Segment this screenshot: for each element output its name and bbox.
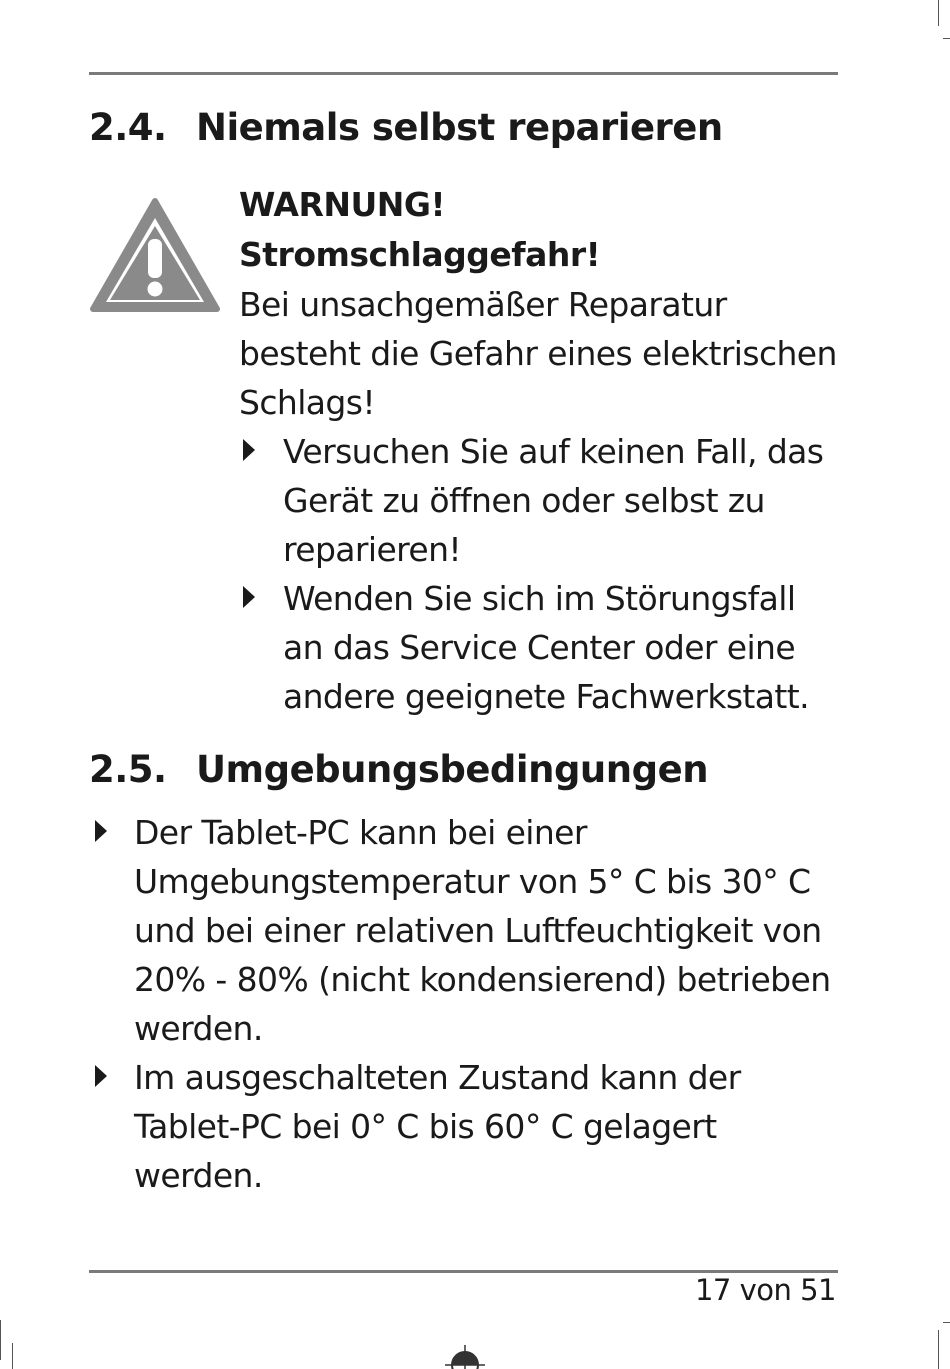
- registration-mark-icon: [445, 1345, 485, 1369]
- bullet-arrow-icon: [95, 820, 107, 842]
- bullet-arrow-icon: [95, 1065, 107, 1087]
- crop-mark: [943, 1322, 950, 1323]
- bullet-text: Wenden Sie sich im Störungsfall an das Service Center oder eine andere geeignete Fachwerkstatt.: [283, 579, 809, 716]
- list-item: [134, 808, 839, 1053]
- list-item: [283, 427, 839, 574]
- bullet-arrow-icon: [243, 586, 255, 608]
- warning-triangle-icon: [89, 196, 221, 314]
- bullet-text: Der Tablet-PC kann bei einer Umgebungstemperatur von 5° C bis 30° C und bei einer relativen Luftfeuchtigkeit von 20% - 80% (nicht kondensierend) betrieben werden.: [134, 813, 831, 1048]
- warning-title: WARNUNG!: [239, 185, 446, 224]
- warning-subtitle: Stromschlaggefahr!: [239, 235, 601, 274]
- section-heading-2-4: [89, 104, 723, 152]
- bullet-text: Im ausgeschalteten Zustand kann der Tablet-PC bei 0° C bis 60° C gelagert werden.: [134, 1058, 741, 1195]
- crop-mark: [943, 38, 950, 39]
- warning-block: [239, 180, 839, 721]
- header-rule: [89, 72, 838, 75]
- list-item: [134, 1053, 839, 1200]
- section-title: Umgebungsbedingungen: [196, 748, 709, 791]
- page-number: 17 von 51: [694, 1273, 836, 1307]
- section-number: 2.5.: [89, 748, 167, 791]
- warning-bullet-list: [239, 427, 839, 721]
- crop-mark: [12, 1343, 13, 1369]
- environment-bullet-list: [134, 808, 839, 1200]
- bullet-text: Versuchen Sie auf keinen Fall, das Gerät zu öffnen oder selbst zu reparieren!: [283, 432, 824, 569]
- crop-mark: [938, 1330, 939, 1369]
- section-number: 2.4.: [89, 106, 167, 149]
- crop-mark: [938, 0, 939, 26]
- bullet-arrow-icon: [243, 439, 255, 461]
- crop-mark: [0, 1320, 1, 1360]
- section-title: Niemals selbst reparieren: [196, 106, 723, 149]
- warning-text: Bei unsachgemäßer Reparatur besteht die Gefahr eines elektrischen Schlags!: [239, 285, 837, 422]
- list-item: [283, 574, 839, 721]
- section-heading-2-5: [89, 746, 708, 794]
